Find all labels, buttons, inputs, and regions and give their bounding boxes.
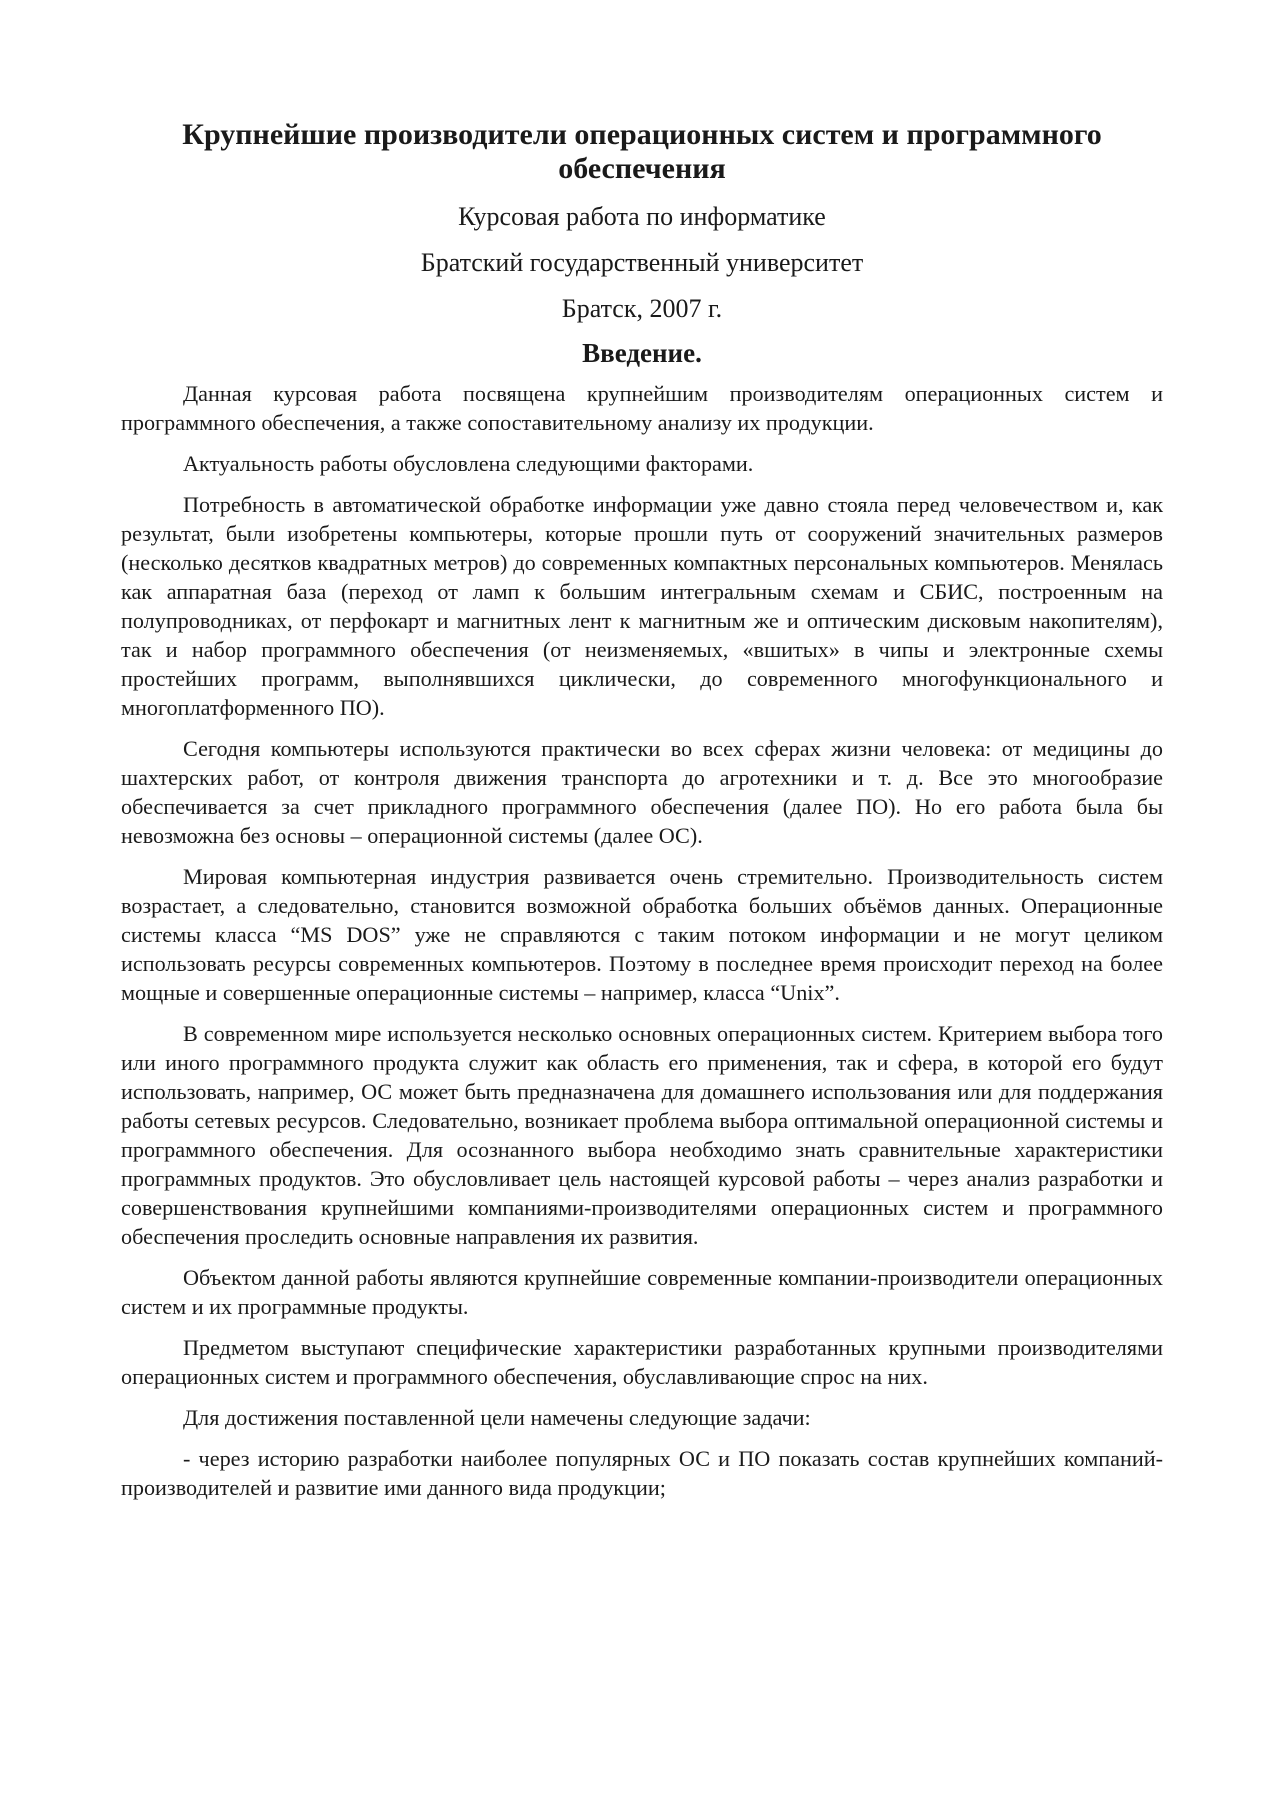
paragraph: Для достижения поставленной цели намечены следующие задачи:	[183, 1405, 811, 1430]
paragraph: Потребность в автоматической обработке информации уже давно стояла перед человечеством и, как результат, были изобретены компьютеры, которые прошли путь от сооружений значительных размеров (несколько десятков квадратных метров) до современных компактных персональных компьютеров. Менялась как аппаратная база (переход от ламп к большим интегральным схемам и СБИС, построенным на полупроводниках, от перфокарт и магнитных лент к магнитным же и оптическим дисковым накопителям), так и набор программного обеспечения (от неизменяемых, «вшитых» в чипы и электронные схемы простейших программ, выполнявшихся циклически, до современного многофункционального и многоплатформенного ПО).	[121, 492, 1163, 720]
paragraph: Данная курсовая работа посвящена крупнейшим производителям операционных систем и программного обеспечения, а также сопоставительному анализу их продукции.	[121, 381, 1163, 435]
paragraph: Сегодня компьютеры используются практически во всех сферах жизни человека: от медицины до шахтерских работ, от контроля движения транспорта до агротехники и т. д. Все это многообразие обеспечивается за счет прикладного программного обеспечения (далее ПО). Но его работа была бы невозможна без основы – операционной системы (далее ОС).	[121, 736, 1163, 848]
paragraph: Мировая компьютерная индустрия развивается очень стремительно. Производительность систем возрастает, а следовательно, становится возможной обработка больших объёмов данных. Операционные системы класса “MS DOS” уже не справляются с таким потоком информации и не могут целиком использовать ресурсы современных компьютеров. Поэтому в последнее время происходит переход на более мощные и совершенные операционные системы – например, класса “Unix”.	[121, 864, 1163, 1005]
institution-name: Братский государственный университет	[420, 248, 864, 277]
paragraph: В современном мире используется несколько основных операционных систем. Критерием выбора того или иного программного продукта служит как область его применения, так и сфера, в которой его будут использовать, например, ОС может быть предназначена для домашнего использования или для поддержания работы сетевых ресурсов. Следовательно, возникает проблема выбора оптимальной операционной системы и программного обеспечения. Для осознанного выбора необходимо знать сравнительные характеристики программных продуктов. Это обусловливает цель настоящей курсовой работы – через анализ разработки и совершенствования крупнейшими компаниями-производителями операционных систем и программного обеспечения проследить основные направления их развития.	[121, 1021, 1163, 1249]
document-page	[121, 118, 1163, 1514]
paragraph: Предметом выступают специфические характеристики разработанных крупными производителями операционных систем и программного обеспечения, обуславливающие спрос на них.	[121, 1335, 1163, 1389]
document-subtitle: Курсовая работа по информатике	[458, 202, 826, 231]
document-title: Крупнейшие производители операционных систем и программного обеспечения	[182, 118, 1102, 185]
paragraph: Объектом данной работы являются крупнейшие современные компании-производители операционных систем и их программные продукты.	[121, 1265, 1163, 1319]
place-date: Братск, 2007 г.	[561, 294, 723, 323]
paragraph: Актуальность работы обусловлена следующими факторами.	[183, 451, 754, 476]
section-heading-introduction: Введение.	[582, 338, 702, 368]
paragraph: - через историю разработки наиболее популярных ОС и ПО показать состав крупнейших компаний-производителей и развитие ими данного вида продукции;	[121, 1446, 1163, 1500]
